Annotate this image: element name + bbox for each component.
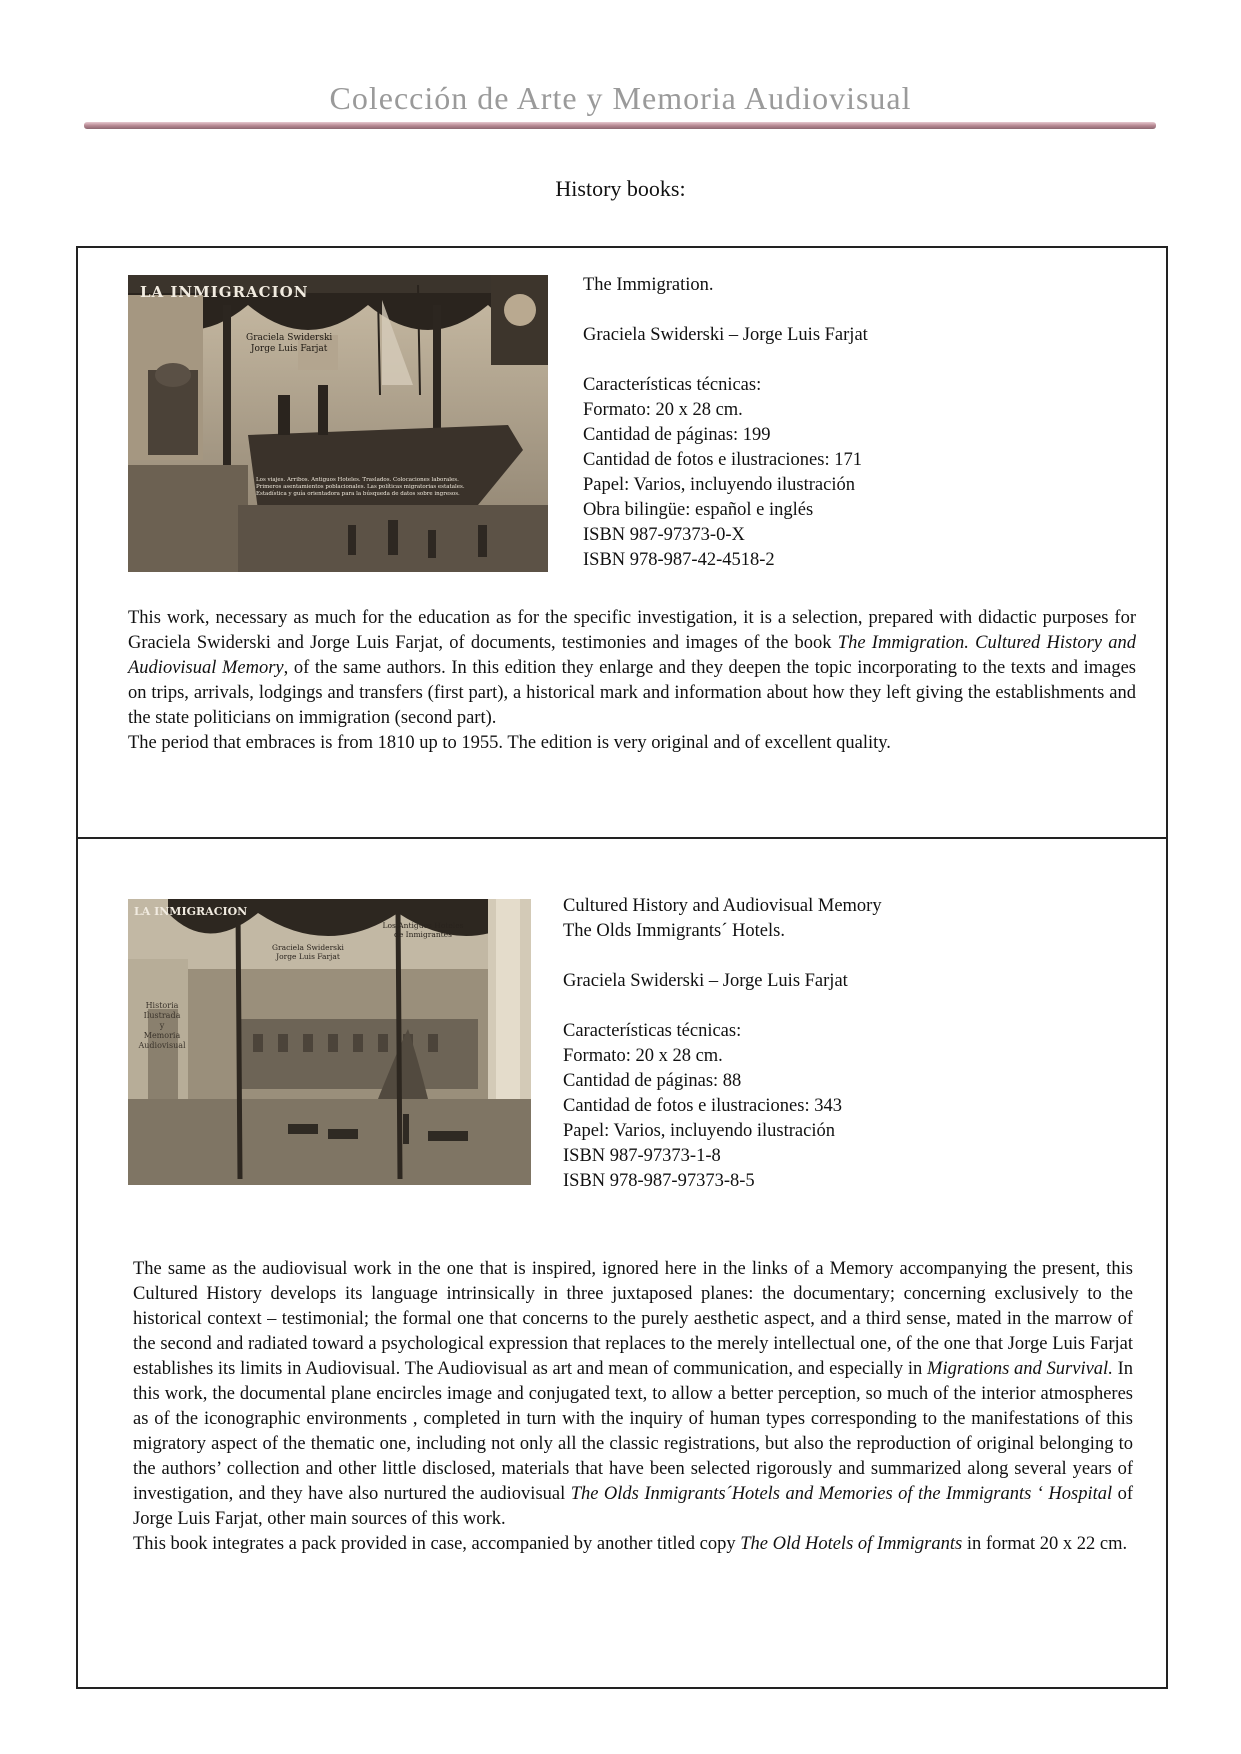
book-title: The Immigration. xyxy=(583,275,714,295)
description-paragraph: This work, necessary as much for the education as for the specific investigation, it is a selection, prepared with didactic purposes for Graciela Swiderski and Jorge Luis Farjat, of documents, testimonies and images of the book The Immigration. Cultured History and Audiovisual Memory, of the same authors. In this edition they enlarge and they deepen the topic incorporating to the texts and images on trips, arrivals, lodgings and transfers (first part), a historical mark and information about how they left giving the establishments and the state politicians on immigration (second part). xyxy=(128,608,1137,728)
cover-subtitle-2: de Inmigrantes xyxy=(394,930,452,939)
spec-isbn-1: ISBN 987-97373-1-8 xyxy=(563,1146,721,1166)
book-details xyxy=(583,273,868,573)
book-description xyxy=(128,606,1136,756)
book-card-hotels xyxy=(76,837,1168,1689)
book-cover-image xyxy=(128,899,531,1185)
cover-author-1: Graciela Swiderski xyxy=(272,943,344,952)
book-authors: Graciela Swiderski – Jorge Luis Farjat xyxy=(563,971,848,991)
spec-pages: Cantidad de páginas: 88 xyxy=(563,1071,742,1091)
spec-photos: Cantidad de fotos e ilustraciones: 171 xyxy=(583,450,862,470)
specs-heading: Características técnicas: xyxy=(583,375,762,395)
description-paragraph: The same as the audiovisual work in the one that is inspired, ignored here in the links of a Memory accompanying the present, this Cultured History develops its language intrinsically in three juxtaposed planes: the documentary; concerning exclusively to the historical context – testimonial; the formal one that concerns to the purely aesthetic aspect, and a third sense, mated in the marrow of the second and radiated toward a psychological expression that replaces to the merely intellectual one, of the one that Jorge Luis Farjat establishes its limits in Audiovisual. The Audiovisual as art and mean of communication, and especially in Migrations and Survival. In this work, the documental plane encircles image and conjugated text, to allow a better perception, so much of the interior atmospheres as of the iconographic environments , completed in turn with the inquiry of human types corresponding to the manifestations of this migratory aspect of the thematic one, including not only all the classic registrations, but also the reproduction of original belonging to the authors’ collection and other little disclosed, materials that have been selected rigorously and summarized along several years of investigation, and they have also nurtured the audiovisual The Olds Inmigrants´Hotels and Memories of the Immigrants ‘ Hospital of Jorge Luis Farjat, other main sources of this work. xyxy=(133,1259,1133,1529)
book-description xyxy=(133,1257,1133,1557)
description-paragraph: This book integrates a pack provided in case, accompanied by another titled copy The Old Hotels of Immigrants in format 20 x 22 cm. xyxy=(133,1534,1128,1554)
cover-title: LA INMIGRACION xyxy=(134,905,248,918)
cover-author-2: Jorge Luis Farjat xyxy=(276,952,340,961)
book-details xyxy=(563,894,882,1194)
cover-title: LA INMIGRACION xyxy=(140,283,309,301)
spec-format: Formato: 20 x 28 cm. xyxy=(563,1046,723,1066)
spec-format: Formato: 20 x 28 cm. xyxy=(583,400,743,420)
cover-side-2: Ilustrada xyxy=(143,1011,181,1020)
cover-side-5: Audiovisual xyxy=(138,1041,186,1050)
cover-side-4: Memoria xyxy=(143,1031,181,1040)
description-paragraph: The period that embraces is from 1810 up to 1955. The edition is very original and of excellent quality. xyxy=(128,733,891,753)
header-title: Colección de Arte y Memoria Audiovisual xyxy=(329,80,912,116)
spec-paper: Papel: Varios, incluyendo ilustración xyxy=(563,1121,835,1141)
spec-pages: Cantidad de páginas: 199 xyxy=(583,425,771,445)
book-card-immigration xyxy=(76,246,1168,839)
cover-side-1: Historia xyxy=(145,1001,179,1010)
spec-isbn-1: ISBN 987-97373-0-X xyxy=(583,525,745,545)
section-title: History books: xyxy=(555,176,686,201)
book-subtitle: The Olds Immigrants´ Hotels. xyxy=(563,921,785,941)
cover-caption-1: Los viajes. Arribos. Antiguos Hoteles. Traslados. Colocaciones laborales. xyxy=(256,477,459,483)
cover-author-1: Graciela Swiderski xyxy=(246,333,333,343)
spec-isbn-2: ISBN 978-987-42-4518-2 xyxy=(583,550,775,570)
book-cover-image xyxy=(128,275,548,572)
book-authors: Graciela Swiderski – Jorge Luis Farjat xyxy=(583,325,868,345)
spec-isbn-2: ISBN 978-987-97373-8-5 xyxy=(563,1171,755,1191)
spec-photos: Cantidad de fotos e ilustraciones: 343 xyxy=(563,1096,842,1116)
header-divider xyxy=(84,122,1156,129)
specs-heading: Características técnicas: xyxy=(563,1021,742,1041)
cover-side-3: y xyxy=(159,1021,165,1030)
cover-subtitle-1: Los Antiguos Hoteles xyxy=(382,921,464,930)
cover-author-2: Jorge Luis Farjat xyxy=(250,344,328,354)
cover-caption-3: Estadística y guía orientadora para la búsqueda de datos sobre ingresos. xyxy=(256,491,460,497)
spec-paper: Papel: Varios, incluyendo ilustración xyxy=(583,475,855,495)
cover-caption-2: Primeros asentamientos poblacionales. Las políticas migratorias estatales. xyxy=(256,484,465,490)
spec-bilingual: Obra bilingüe: español e inglés xyxy=(583,500,814,520)
book-title: Cultured History and Audiovisual Memory xyxy=(563,896,882,916)
